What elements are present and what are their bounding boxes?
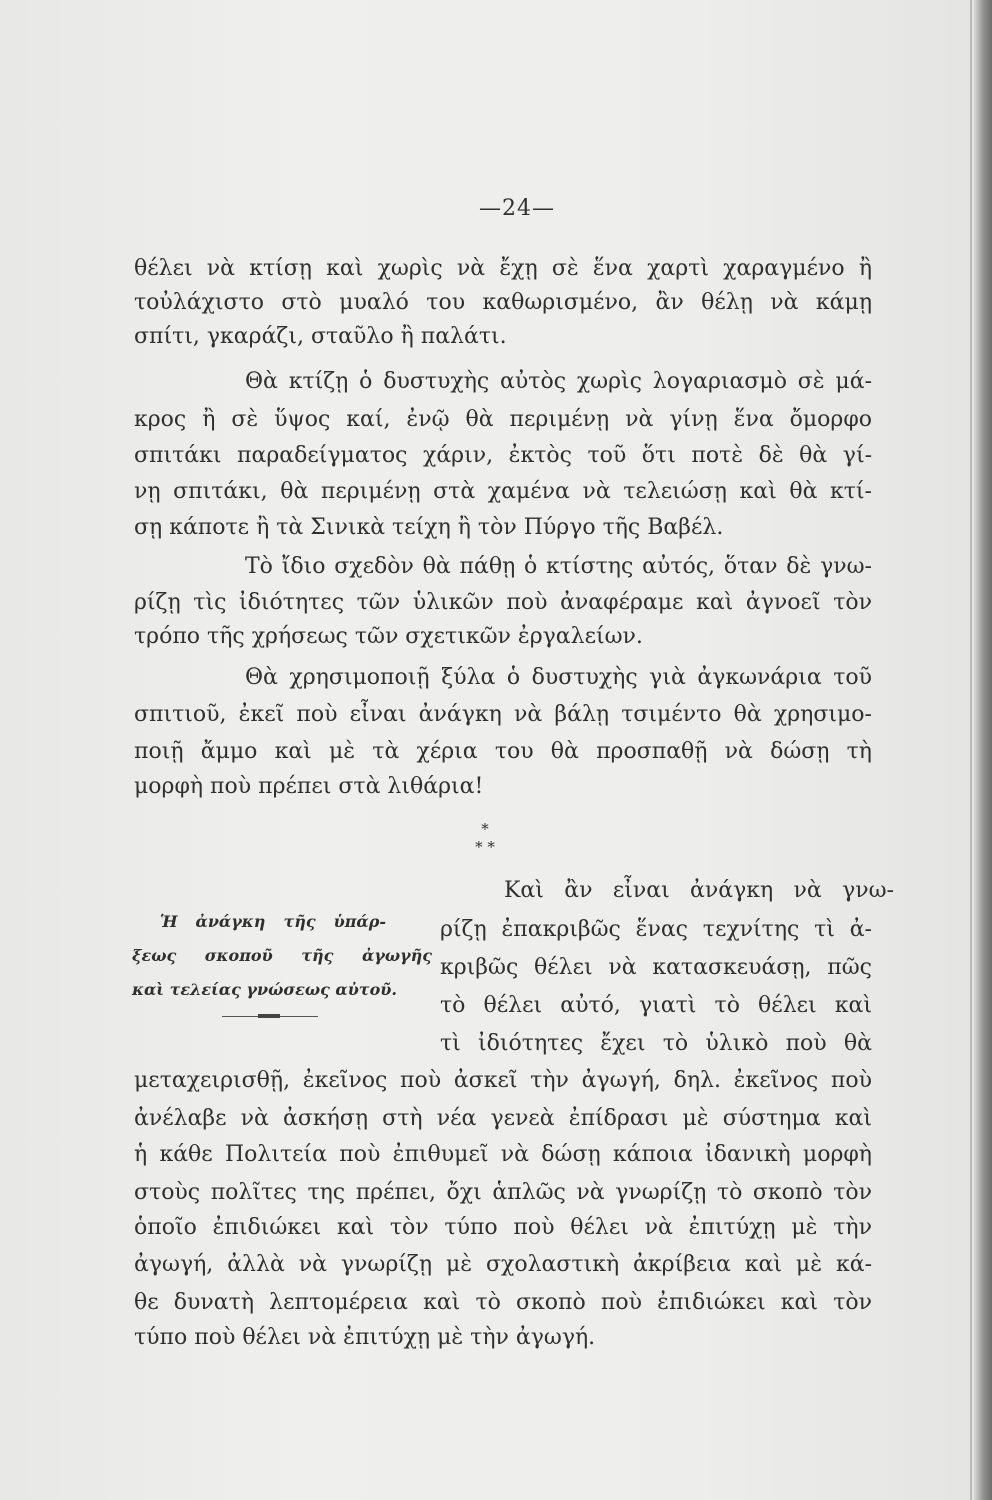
margin-note-line: καὶ τελείας γνώσεως αὐτοῦ. — [132, 980, 397, 999]
book-spine-edge — [974, 0, 992, 1500]
text-line: σῃ κάποτε ἢ τὰ Σινικὰ τείχη ἢ τὸν Πύργο τῆς Βαβέλ. — [134, 515, 724, 540]
text-line: ποιῇ ἄμμο καὶ μὲ τὰ χέρια του θὰ προσπαθῇ νὰ δώσῃ τὴ — [134, 739, 872, 764]
text-line: μορφὴ ποὺ πρέπει στὰ λιθάρια! — [134, 774, 484, 799]
text-line: θέλει νὰ κτίσῃ καὶ χωρὶς νὰ ἔχῃ σὲ ἕνα χαρτὶ χαραγμένο ἢ — [134, 256, 872, 281]
text-line: ρίζῃ τὶς ἰδιότητες τῶν ὑλικῶν ποὺ ἀναφέραμε καὶ ἀγνοεῖ τὸν — [134, 590, 872, 615]
text-line: σπιτιοῦ, ἐκεῖ ποὺ εἶναι ἀνάγκη νὰ βάλῃ τσιμέντο θὰ χρησιμο- — [134, 702, 872, 727]
text-line: κρος ἢ σὲ ὕψος καί, ἐνῷ θὰ περιμένῃ νὰ γίνῃ ἕνα ὄμορφο — [134, 407, 872, 432]
text-line: θε δυνατὴ λεπτομέρεια καὶ τὸ σκοπὸ ποὺ ἐπιδιώκει καὶ τὸν — [134, 1290, 872, 1315]
text-line: ἡ κάθε Πολιτεία ποὺ ἐπιθυμεῖ νὰ δώσῃ κάποια ἰδανικὴ μορφὴ — [134, 1142, 872, 1167]
page-number: —24— — [479, 196, 555, 221]
text-line: ἀνέλαβε νὰ ἀσκήσῃ στὴ νέα γενεὰ ἐπίδρασι μὲ σύστημα καὶ — [134, 1106, 872, 1131]
text-line: νῃ σπιτάκι, θὰ περιμένῃ στὰ χαμένα νὰ τελειώσῃ καὶ θὰ κτί- — [134, 479, 872, 504]
margin-note-line: Ἡ ἀνάγκη τῆς ὑπάρ- — [160, 912, 386, 931]
text-line: ἀγωγή, ἀλλὰ νὰ γνωρίζῃ μὲ σχολαστικὴ ἀκρίβεια καὶ μὲ κά- — [134, 1252, 872, 1277]
text-line: τύπο ποὺ θέλει νὰ ἐπιτύχῃ μὲ τὴν ἀγωγή. — [134, 1325, 596, 1350]
text-line: σπιτάκι παραδείγματος χάριν, ἐκτὸς τοῦ ὅτι ποτὲ δὲ θὰ γί- — [134, 443, 872, 468]
text-line: τὸ θέλει αὐτό, γιατὶ τὸ θέλει καὶ — [440, 993, 872, 1018]
text-line: ὁποῖο ἐπιδιώκει καὶ τὸν τύπο ποὺ θέλει νὰ ἐπιτύχῃ μὲ τὴν — [134, 1215, 872, 1240]
section-break-top: * — [481, 820, 489, 838]
text-line: σπίτι, γκαράζι, σταῦλο ἢ παλάτι. — [134, 324, 507, 349]
section-break-bottom: * * — [475, 838, 495, 856]
text-line: στοὺς πολῖτες της πρέπει, ὄχι ἁπλῶς νὰ γνωρίζῃ τὸ σκοπὸ τὸν — [134, 1180, 872, 1205]
text-line: Τὸ ἴδιο σχεδὸν θὰ πάθῃ ὁ κτίστης αὐτός, ὅταν δὲ γνω- — [245, 554, 872, 579]
margin-note-line: ξεως σκοποῦ τῆς ἀγωγῆς — [132, 946, 432, 965]
text-line: τοὐλάχιστο στὸ μυαλό του καθωρισμένο, ἂν θέλῃ νὰ κάμῃ — [134, 290, 872, 315]
page-edge-line — [970, 0, 972, 1500]
text-line: μεταχειρισθῇ, ἐκεῖνος ποὺ ἀσκεῖ τὴν ἀγωγή, δηλ. ἐκεῖνος ποὺ — [134, 1068, 872, 1093]
text-line: κριβῶς θέλει νὰ κατασκευάσῃ, πῶς — [440, 955, 872, 980]
text-line: Θὰ χρησιμοποιῇ ξύλα ὁ δυστυχὴς γιὰ ἀγκωνάρια τοῦ — [245, 665, 872, 690]
text-line: τὶ ἰδιότητες ἔχει τὸ ὑλικὸ ποὺ θὰ — [440, 1031, 872, 1056]
text-line: Θὰ κτίζῃ ὁ δυστυχὴς αὐτὸς χωρὶς λογαριασμὸ σὲ μά- — [245, 369, 872, 394]
text-line: τρόπο τῆς χρήσεως τῶν σχετικῶν ἐργαλείων. — [134, 624, 643, 649]
text-line: ρίζῃ ἐπακριβῶς ἕνας τεχνίτης τὶ ἀ- — [440, 917, 872, 942]
margin-note-rule-mark — [258, 1014, 280, 1018]
text-line: Καὶ ἂν εἶναι ἀνάγκη νὰ γνω- — [504, 878, 894, 903]
